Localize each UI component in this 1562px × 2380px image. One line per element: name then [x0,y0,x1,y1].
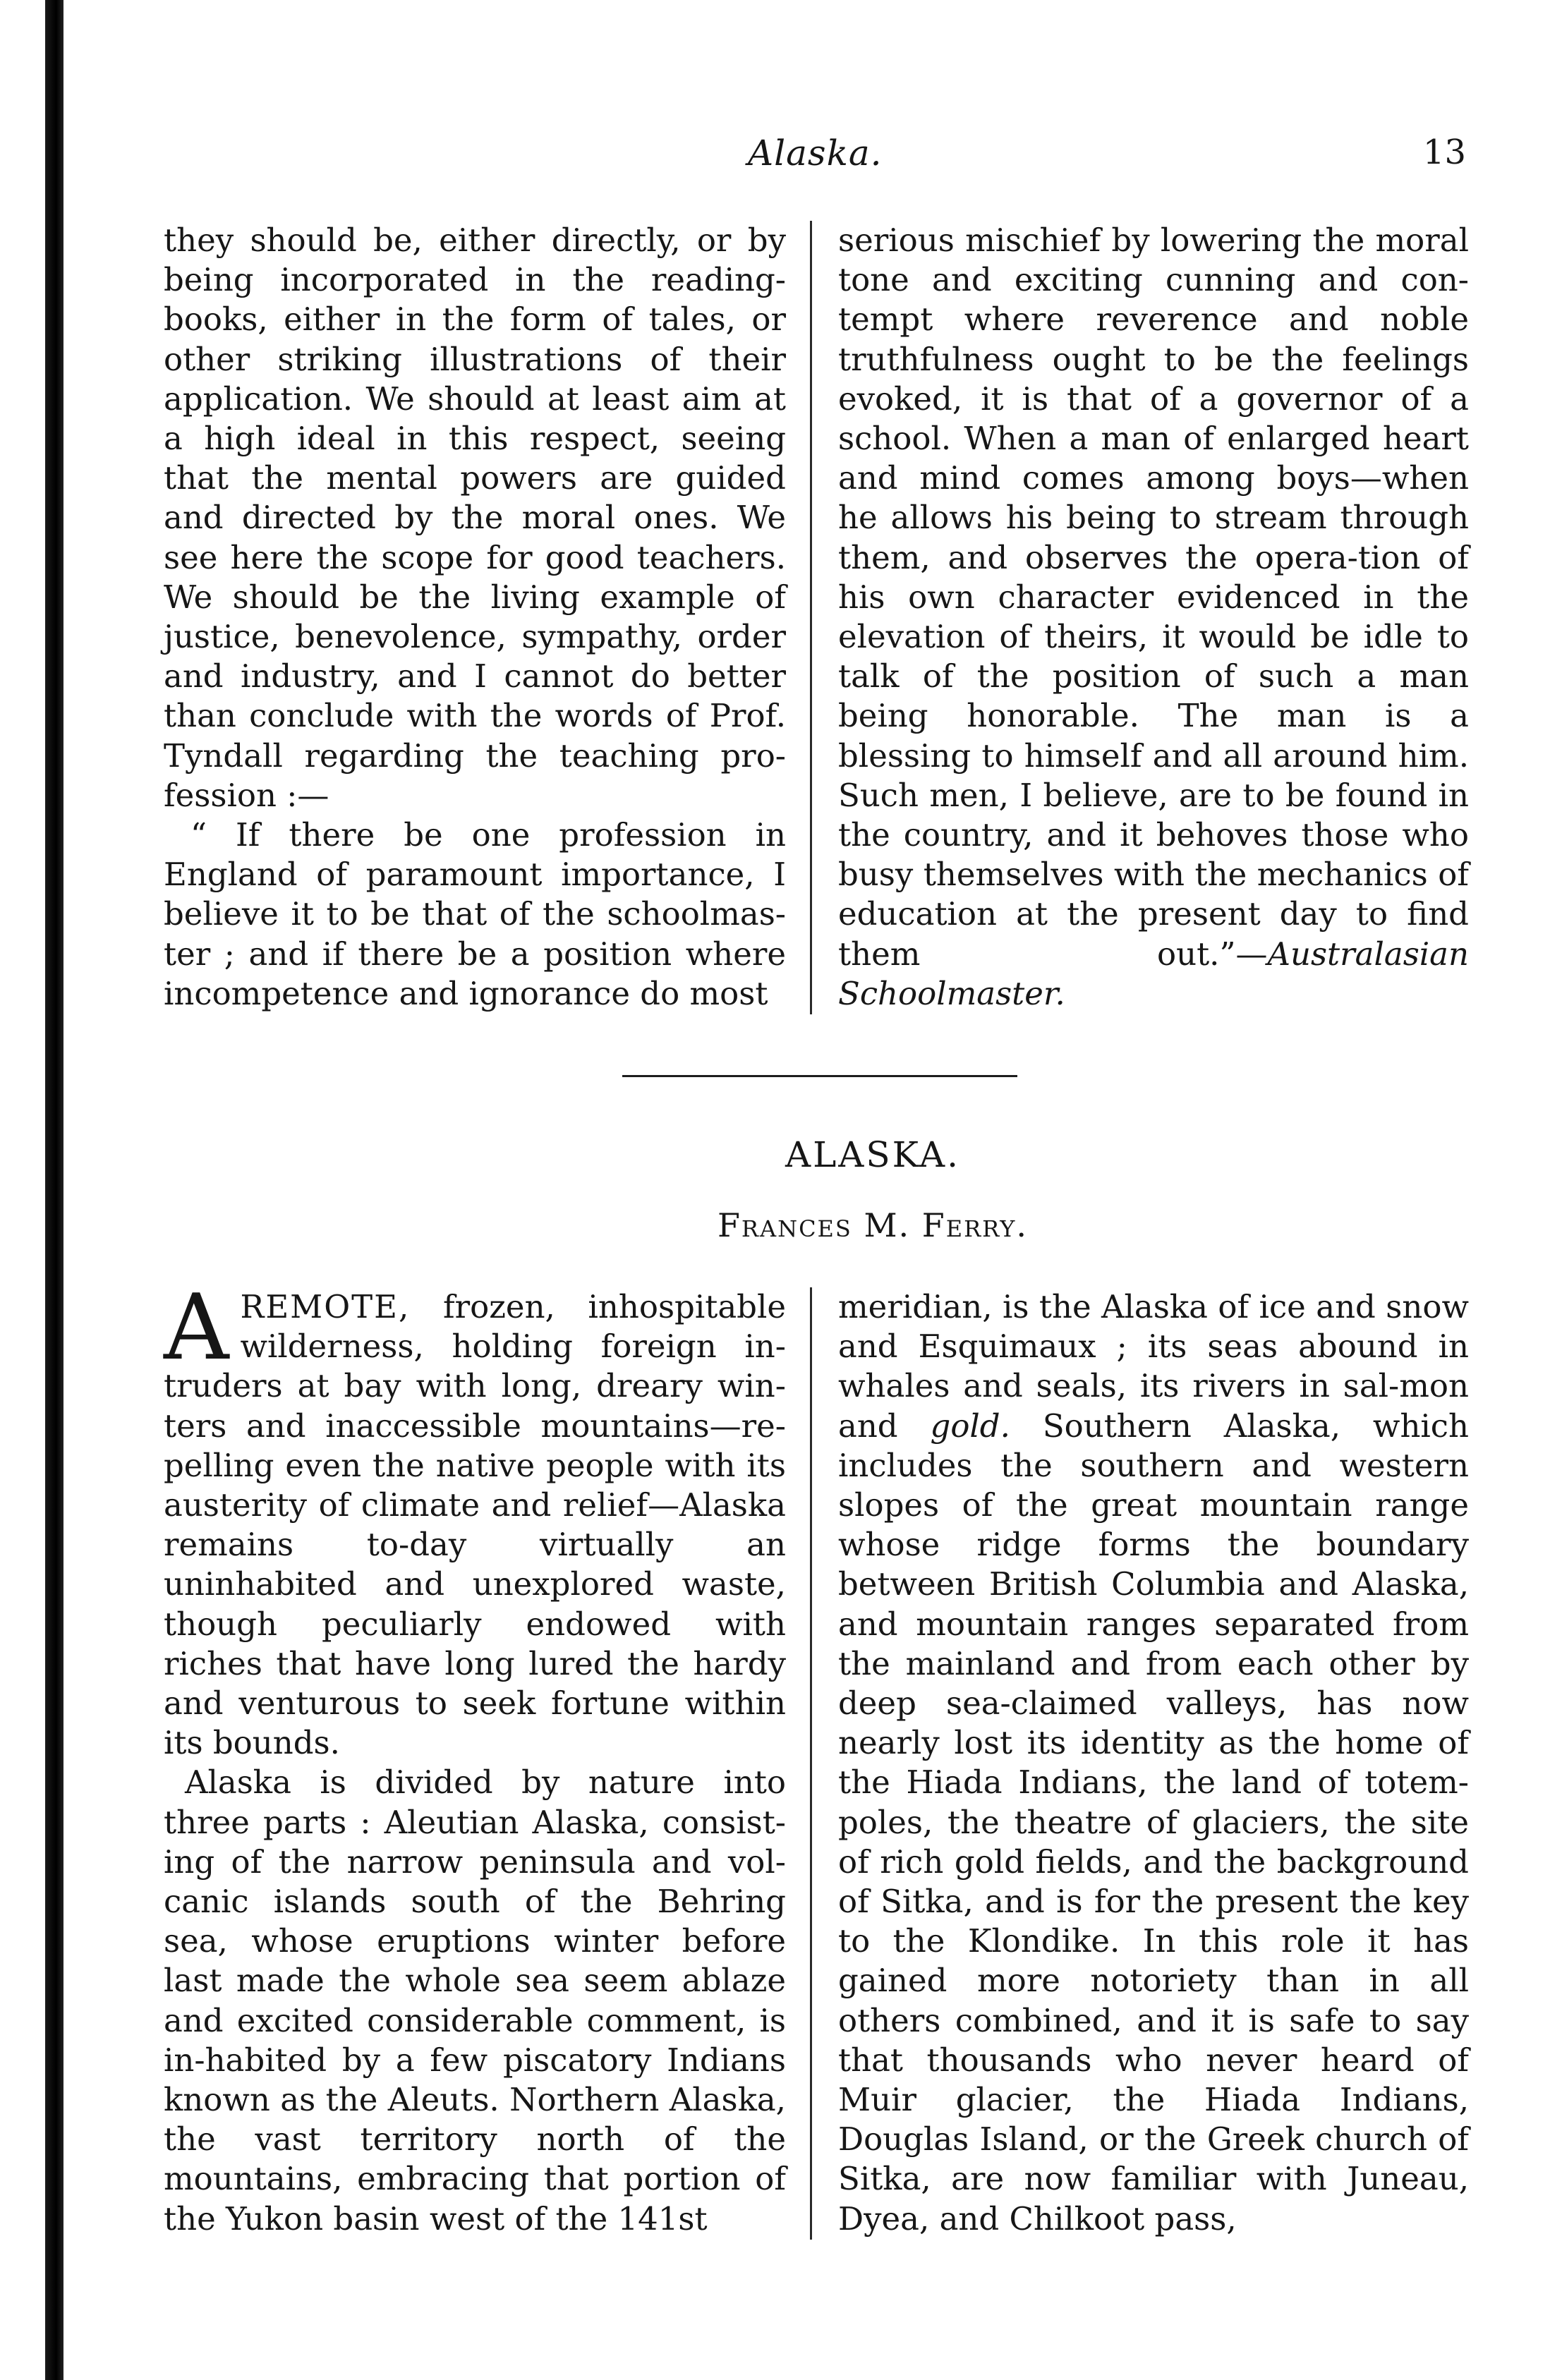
paragraph [838,1287,1469,2239]
paragraph: Alaska is divided by nature into three parts : Aleutian Alaska, consist-ing of the narrow peninsula and vol-canic islands south of the Behring sea, whose eruptions winter before last made the whole sea seem ablaze and excited considerable comment, is in-habited by a few piscatory Indians known as the Aleuts. Northern Alaska, the vast territory north of the mountains, embracing that portion of the Yukon basin west of the 141st [164,1763,786,2238]
lead-caps: REMOTE, [240,1288,411,1325]
opening-paragraph [164,1275,786,1763]
top-right-column [838,221,1469,1018]
column-divider [810,1287,812,2240]
running-title: Alaska. [748,133,883,174]
article-title-text: ALASKA. [785,1134,960,1175]
paragraph: they should be, either directly, or by being incorporated in the reading-books, either in the form of tales, or other striking illustrations of their application. We should at least aim at a high ideal in this respect, seeing that the mental powers are guided and directed by the moral ones. We see here the scope for good teachers. We should be the living example of justice, benevolence, sympathy, order and industry, and I cannot do better than conclude with the words of Prof. Tyndall regarding the teaching pro-fession :— [164,221,786,814]
attribution: Australasian Schoolmaster. [838,935,1469,1012]
paragraph-text: Southern Alaska, which includes the southern and western slopes of the great mountain range whose ridge forms the boundary between British Columbia and Alaska, and mountain ranges separated from the mainland and from each other by deep sea-claimed valleys, has now nearly lost its identity as the home of the Hiada Indians, the land of totem-poles, the theatre of glaciers, the site of rich gold fields, and the background of Sitka, and is for the present the key to the Klondike. In this role it has gained more notoriety than in all others combined, and it is safe to say that thousands who never heard of Muir glacier, the Hiada Indians, Douglas Island, or the Greek church of Sitka, are now familiar with Juneau, Dyea, and Chilkoot pass, [838,1407,1469,2238]
paragraph-text: meridian, is the Alaska of ice and snow and Esquimaux ; its seas abound in whales and seals, its rivers in sal-mon and [838,1288,1469,1445]
bottom-left-column [164,1275,786,2240]
paragraph [838,221,1469,1014]
byline [0,1206,1562,1244]
drop-cap: A [164,1275,229,1380]
quote-paragraph: “ If there be one profession in England of paramount importance, I believe it to be that of the schoolmas-ter ; and if there be a position where incompetence and ignorance do most [164,816,786,1012]
page-number: 13 [1422,133,1466,172]
italic-word: gold. [930,1407,1010,1445]
byline-text: Frances M. Ferry. [717,1206,1029,1244]
bottom-right-column [838,1287,1469,2240]
article-title [0,1134,1562,1175]
column-divider [810,221,812,1014]
running-head [748,133,1466,182]
section-divider [622,1075,1017,1077]
paragraph-text: serious mischief by lowering the moral tone and exciting cunning and con-tempt where reverence and noble truthfulness ought to be the feelings evoked, it is that of a governor of a school. When a man of enlarged heart and mind comes among boys—when he allows his being to stream through them, and observes the opera-tion of his own character evidenced in the elevation of theirs, it would be idle to talk of the position of such a man being honorable. The man is a blessing to himself and all around him. Such men, I believe, are to be found in the country, and it behoves those who busy themselves with the mechanics of education at the present day to find them out.”— [838,221,1469,973]
scan-binding-edge [45,0,63,2380]
paragraph-text: frozen, inhospitable wilderness, holding foreign in-truders at bay with long, dreary win-ters and inaccessible mountains—re-pelling even the native people with its austerity of climate and relief—Alaska remains to-day virtually an uninhabited and unexplored waste, though peculiarly endowed with riches that have long lured the hardy and venturous to seek fortune within its bounds. [164,1288,786,1762]
top-left-column [164,221,786,1018]
